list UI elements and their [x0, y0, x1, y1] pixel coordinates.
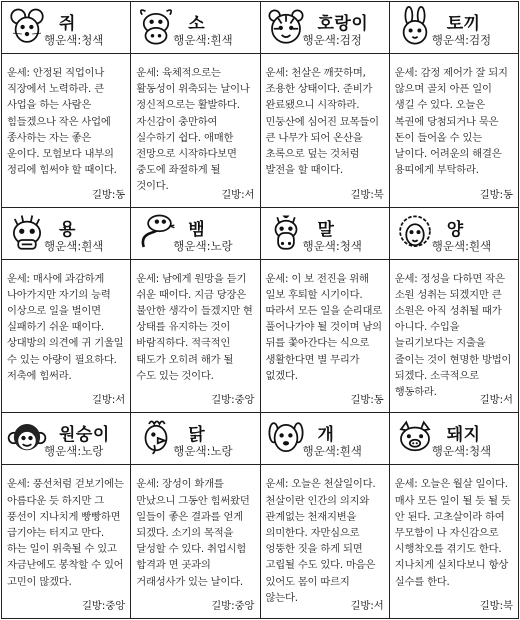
fortune-body [131, 54, 259, 207]
fortune-body [2, 465, 130, 618]
zodiac-header [261, 208, 389, 260]
lucky-direction: 길방:동 [89, 186, 125, 201]
lucky-direction: 길방:동 [477, 186, 513, 201]
fortune-body [131, 465, 259, 618]
zodiac-card [2, 2, 131, 208]
lucky-direction: 길방:중앙 [208, 391, 254, 406]
zodiac-card [261, 413, 390, 619]
fortune-text: 운세: 남에게 원망을 듣기 쉬운 때이다. 지금 당장은 불안한 생각이 들겠지만 현 상태를 유지하는 것이 바람직하다. 적극적인 태도가 오히려 해가 될 수도 있는 것이다. [136, 272, 253, 382]
lucky-color: 행운색:청색 [302, 238, 362, 253]
zodiac-name: 소 [188, 14, 206, 34]
dragon-icon [6, 212, 48, 254]
lucky-direction: 길방:서 [89, 391, 125, 406]
zodiac-name: 호랑이 [317, 14, 369, 34]
fortune-body [261, 260, 389, 413]
tiger-icon [265, 6, 307, 48]
zodiac-name: 원숭이 [59, 425, 110, 446]
monkey-icon [6, 417, 48, 459]
fortune-text: 운세: 안정된 직업이나 직장에서 노력하라. 큰 사업을 하는 사람은 힘들겠으나 작은 사업에 종사하는 자는 좋은 운이다. 모험보다 내부의 정리에 힘써야 할 때이다. [7, 67, 117, 177]
zodiac-header [390, 2, 518, 54]
zodiac-name: 닭 [188, 425, 206, 446]
zodiac-card [390, 208, 519, 414]
zodiac-header [2, 208, 130, 260]
lucky-color: 행운색:흰색 [431, 238, 492, 253]
ox-icon [135, 6, 177, 48]
lucky-color: 행운색:노랑 [173, 238, 233, 253]
fortune-text: 운세: 풍선처럼 걷보기에는 아름다운 듯 하지만 그 풍선이 지나치게 빵빵하면 급기야는 터지고 만다. 하는 일이 위축될 수 있고 자금난에도 봉착할 수 있어 고민이 많겠다. [7, 478, 124, 588]
fortune-body [390, 54, 518, 207]
fortune-text: 운세: 정성을 다하면 작은 소원 성취는 되겠지만 큰 소원은 아직 성취될 때가 아니다. 수입을 늘리기보다는 지출을 줄이는 것이 현명한 방법이 되겠다. 소극적으로 행동하라. [394, 272, 512, 399]
fortune-text: 운세: 이 보 전진을 위해 일보 후퇴할 시기이다. 따라서 모든 일을 순리대로 풀어나가야 될 것이며 남의 뒤를 쫓아간다는 식으로 생활한다면 별 무리가 없겠다. [265, 272, 382, 382]
horse-icon [265, 212, 307, 254]
lucky-color: 행운색:흰색 [173, 33, 233, 47]
lucky-color: 행운색:노랑 [44, 444, 104, 459]
lucky-color: 행운색:검정 [431, 33, 492, 47]
pig-icon [394, 417, 436, 459]
lucky-color: 행운색:청색 [431, 444, 492, 459]
fortune-body [131, 260, 259, 413]
lucky-color: 행운색:검정 [302, 33, 362, 47]
zodiac-card [131, 413, 260, 619]
fortune-body [2, 54, 130, 207]
lucky-direction: 길방:중앙 [208, 597, 254, 612]
zodiac-name: 토끼 [446, 14, 481, 34]
lucky-color: 행운색:노랑 [173, 444, 233, 459]
zodiac-card [261, 2, 390, 208]
zodiac-header [2, 413, 130, 465]
zodiac-header [131, 2, 259, 54]
fortune-text: 운세: 감정 제어가 잘 되지 않으며 골치 아픈 일이 생길 수 있다. 오늘은 복권에 당첨되거나 묵은 돈이 들어올 수 있는 날이다. 어려운의 해결은 용띠에게 부탁하라. [394, 67, 508, 177]
sheep-icon [394, 212, 436, 254]
zodiac-card [2, 208, 131, 414]
fortune-text: 운세: 오늘은 월살 일이다. 매사 모든 일이 될 듯 될 듯 안 된다. 고초살이라 하여 무모함이 나 자신감으로 시행착오를 겪기도 한다. 지나치게 실치다보니 항상 실수를 한다. [394, 478, 511, 588]
fortune-text: 운세: 매사에 과감하게 나아가지만 자기의 능력 이상으로 일을 벌이면 실패하기 쉬운 때이다. 상대방의 의견에 귀 기울일 수 있는 아량이 필요하다. 저축에 힘써라. [7, 272, 124, 382]
zodiac-header [261, 2, 389, 54]
zodiac-header [131, 208, 259, 260]
lucky-direction: 길방:서 [347, 597, 383, 612]
zodiac-header [261, 413, 389, 465]
lucky-direction: 길방:동 [347, 391, 383, 406]
zodiac-card [131, 2, 260, 208]
lucky-color: 행운색:청색 [44, 33, 104, 47]
rabbit-icon [394, 6, 436, 48]
zodiac-card [390, 2, 519, 208]
zodiac-card [2, 413, 131, 619]
zodiac-name: 개 [317, 425, 335, 446]
zodiac-card [390, 413, 519, 619]
zodiac-name: 말 [317, 219, 335, 240]
zodiac-header [390, 208, 518, 260]
lucky-color: 행운색:흰색 [302, 444, 362, 459]
lucky-direction: 길방:서 [218, 186, 254, 201]
fortune-body [2, 260, 130, 413]
zodiac-name: 쥐 [59, 14, 76, 34]
fortune-body [261, 465, 389, 618]
fortune-text: 운세: 천살은 깨끗하며, 조용한 상태이다. 준비가 완료됐으니 시작하라. 민둥산에 심어진 묘목들이 큰 나무가 되어 온산을 초록으로 덮는 것처럼 발전을 할 때이다. [265, 67, 379, 177]
fortune-body [261, 54, 389, 207]
horoscope-grid [1, 1, 519, 619]
zodiac-name: 돼지 [446, 425, 481, 446]
zodiac-header [131, 413, 259, 465]
lucky-direction: 길방:중앙 [79, 597, 125, 612]
rat-icon [6, 6, 48, 48]
fortune-body [390, 260, 518, 413]
fortune-text: 운세: 장성이 화개를 만났으니 그동안 힘써왔던 일들이 좋은 결과를 얻게 되겠다. 소기의 목적을 달성할 수 있다. 취업시험 합격과 면 곳과의 거래성사가 있는 날이다. [136, 478, 250, 588]
zodiac-card [261, 208, 390, 414]
zodiac-name: 뱀 [188, 219, 206, 240]
zodiac-name: 용 [59, 219, 76, 240]
fortune-text: 운세: 오늘은 천살일이다. 천살이란 인간의 의지와 관계없는 천재지변을 의미한다. 자만심으로 엉뚱한 짓을 하게 되면 고립될 수도 있다. 마음은 있어도 몸이 따르지 않는다. [265, 478, 376, 604]
lucky-direction: 길방:서 [477, 391, 513, 406]
zodiac-card [131, 208, 260, 414]
lucky-direction: 길방:북 [347, 186, 383, 201]
lucky-color: 행운색:흰색 [44, 238, 104, 253]
zodiac-header [2, 2, 130, 54]
dog-icon [265, 417, 307, 459]
lucky-direction: 길방:북 [477, 597, 513, 612]
zodiac-header [390, 413, 518, 465]
fortune-body [390, 465, 518, 618]
zodiac-name: 양 [446, 219, 464, 240]
fortune-text: 운세: 육체적으로는 활동성이 위축되는 날이나 정신적으로는 활발하다. 자신감이 충만하여 실수하기 쉽다. 애매한 전망으로 시작하다보면 중도에 좌절하게 될 것이다. [136, 67, 250, 193]
snake-icon [135, 212, 177, 254]
rooster-icon [135, 417, 177, 459]
